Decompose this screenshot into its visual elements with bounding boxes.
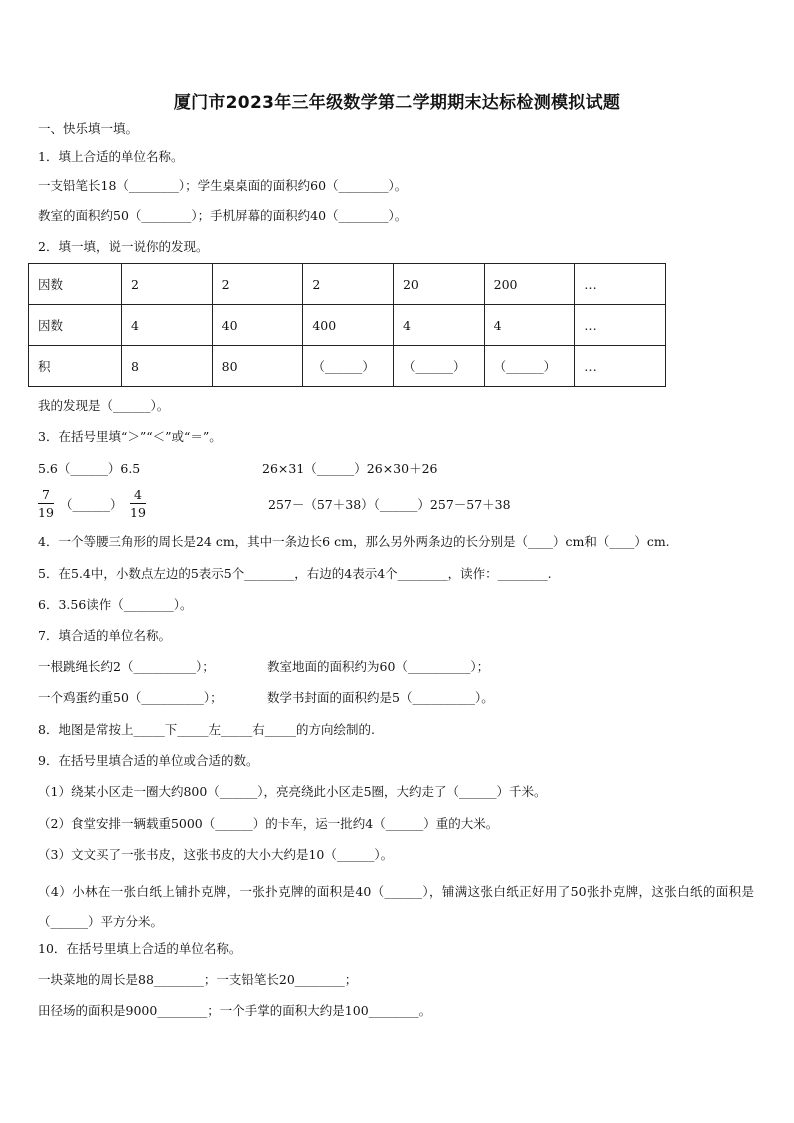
fraction-denominator: 19 bbox=[38, 505, 54, 520]
question-1-heading: 1．填上合适的单位名称。 bbox=[38, 149, 184, 164]
question-2-heading: 2．填一填，说一说你的发现。 bbox=[38, 239, 209, 254]
table-row bbox=[29, 346, 666, 387]
question-7-item-c: 一个鸡蛋约重50（__________）； bbox=[38, 690, 223, 705]
table-row bbox=[29, 264, 666, 305]
question-9-heading: 9．在括号里填合适的单位或合适的数。 bbox=[38, 753, 259, 768]
fraction-seven-nineteenths bbox=[38, 487, 54, 520]
question-7-heading: 7．填合适的单位名称。 bbox=[38, 628, 171, 643]
question-9-line-1: （1）绕某小区走一圈大约800（______），亮亮绕此小区走5圈，大约走了（______）千米。 bbox=[38, 784, 547, 799]
fraction-denominator: 19 bbox=[130, 505, 146, 520]
factor-product-table bbox=[28, 263, 666, 387]
question-8: 8．地图是常按上_____下_____左_____右_____的方向绘制的. bbox=[38, 722, 375, 737]
question-5: 5．在5.4中，小数点左边的5表示5个________，右边的4表示4个________，读作：________. bbox=[38, 566, 552, 581]
table-cell: 20 bbox=[393, 264, 484, 305]
table-row bbox=[29, 305, 666, 346]
question-7-item-b: 教室地面的面积约为60（__________）； bbox=[267, 659, 490, 674]
question-9-line-2: （2）食堂安排一辆载重5000（______）的卡车，运一批约4（______）重的大米。 bbox=[38, 816, 499, 831]
section-heading: 一、快乐填一填。 bbox=[38, 121, 139, 136]
question-7-item-a: 一根跳绳长约2（__________）； bbox=[38, 659, 215, 674]
question-1-line-2: 教室的面积约50（________）；手机屏幕的面积约40（________）。 bbox=[38, 208, 408, 223]
compare-item-d: 257－（57＋38）（______）257－57＋38 bbox=[268, 497, 511, 512]
table-cell: 因数 bbox=[29, 305, 122, 346]
question-2-finding: 我的发现是（______）。 bbox=[38, 398, 170, 413]
table-cell: … bbox=[575, 264, 666, 305]
question-7-item-d: 数学书封面的面积约是5（__________）。 bbox=[267, 690, 494, 705]
table-cell: 4 bbox=[393, 305, 484, 346]
page-title: 厦门市2023年三年级数学第二学期期末达标检测模拟试题 bbox=[173, 93, 621, 113]
table-cell: 2 bbox=[212, 264, 303, 305]
table-cell: 2 bbox=[122, 264, 213, 305]
answer-blank-cell[interactable]: （______） bbox=[484, 346, 575, 387]
table-cell: 2 bbox=[303, 264, 394, 305]
table-cell: 积 bbox=[29, 346, 122, 387]
table-cell: 4 bbox=[484, 305, 575, 346]
question-3-heading: 3．在括号里填“＞”“＜”或“＝”。 bbox=[38, 429, 222, 444]
fraction-bar bbox=[130, 503, 146, 504]
table-cell: 80 bbox=[212, 346, 303, 387]
fraction-numerator: 4 bbox=[134, 487, 142, 502]
answer-blank-cell[interactable]: （______） bbox=[303, 346, 394, 387]
question-10-heading: 10．在括号里填上合适的单位名称。 bbox=[38, 941, 242, 956]
table-cell: … bbox=[575, 305, 666, 346]
question-4: 4．一个等腰三角形的周长是24 cm，其中一条边长6 cm，那么另外两条边的长分别是（____）cm和（____）cm. bbox=[38, 534, 670, 549]
question-9-line-3: （3）文文买了一张书皮，这张书皮的大小大约是10（______）。 bbox=[38, 847, 394, 862]
question-10-line-2: 田径场的面积是9000________；一个手掌的面积大约是100________。 bbox=[38, 1003, 432, 1018]
table-cell: 8 bbox=[122, 346, 213, 387]
answer-blank-cell[interactable]: （______） bbox=[393, 346, 484, 387]
fraction-numerator: 7 bbox=[42, 487, 50, 502]
table-cell: 200 bbox=[484, 264, 575, 305]
table-cell: 40 bbox=[212, 305, 303, 346]
question-1-line-1: 一支铅笔长18（________）；学生桌桌面的面积约60（________）。 bbox=[38, 178, 408, 193]
table-cell: 4 bbox=[122, 305, 213, 346]
compare-item-b: 26×31（______）26×30＋26 bbox=[262, 461, 438, 476]
compare-blank: （______） bbox=[60, 497, 123, 512]
question-10-line-1: 一块菜地的周长是88________；一支铅笔长20________； bbox=[38, 972, 358, 987]
table-cell: 400 bbox=[303, 305, 394, 346]
table-cell: … bbox=[575, 346, 666, 387]
fraction-bar bbox=[38, 503, 54, 504]
question-6: 6．3.56读作（________）。 bbox=[38, 597, 193, 612]
fraction-four-nineteenths bbox=[130, 487, 146, 520]
compare-item-a: 5.6（______）6.5 bbox=[38, 461, 141, 476]
question-9-line-4: （4）小林在一张白纸上铺扑克牌，一张扑克牌的面积是40（______），铺满这张白纸正好用了50张扑克牌，这张白纸的面积是（______）平方分米。 bbox=[38, 884, 754, 929]
table-cell: 因数 bbox=[29, 264, 122, 305]
